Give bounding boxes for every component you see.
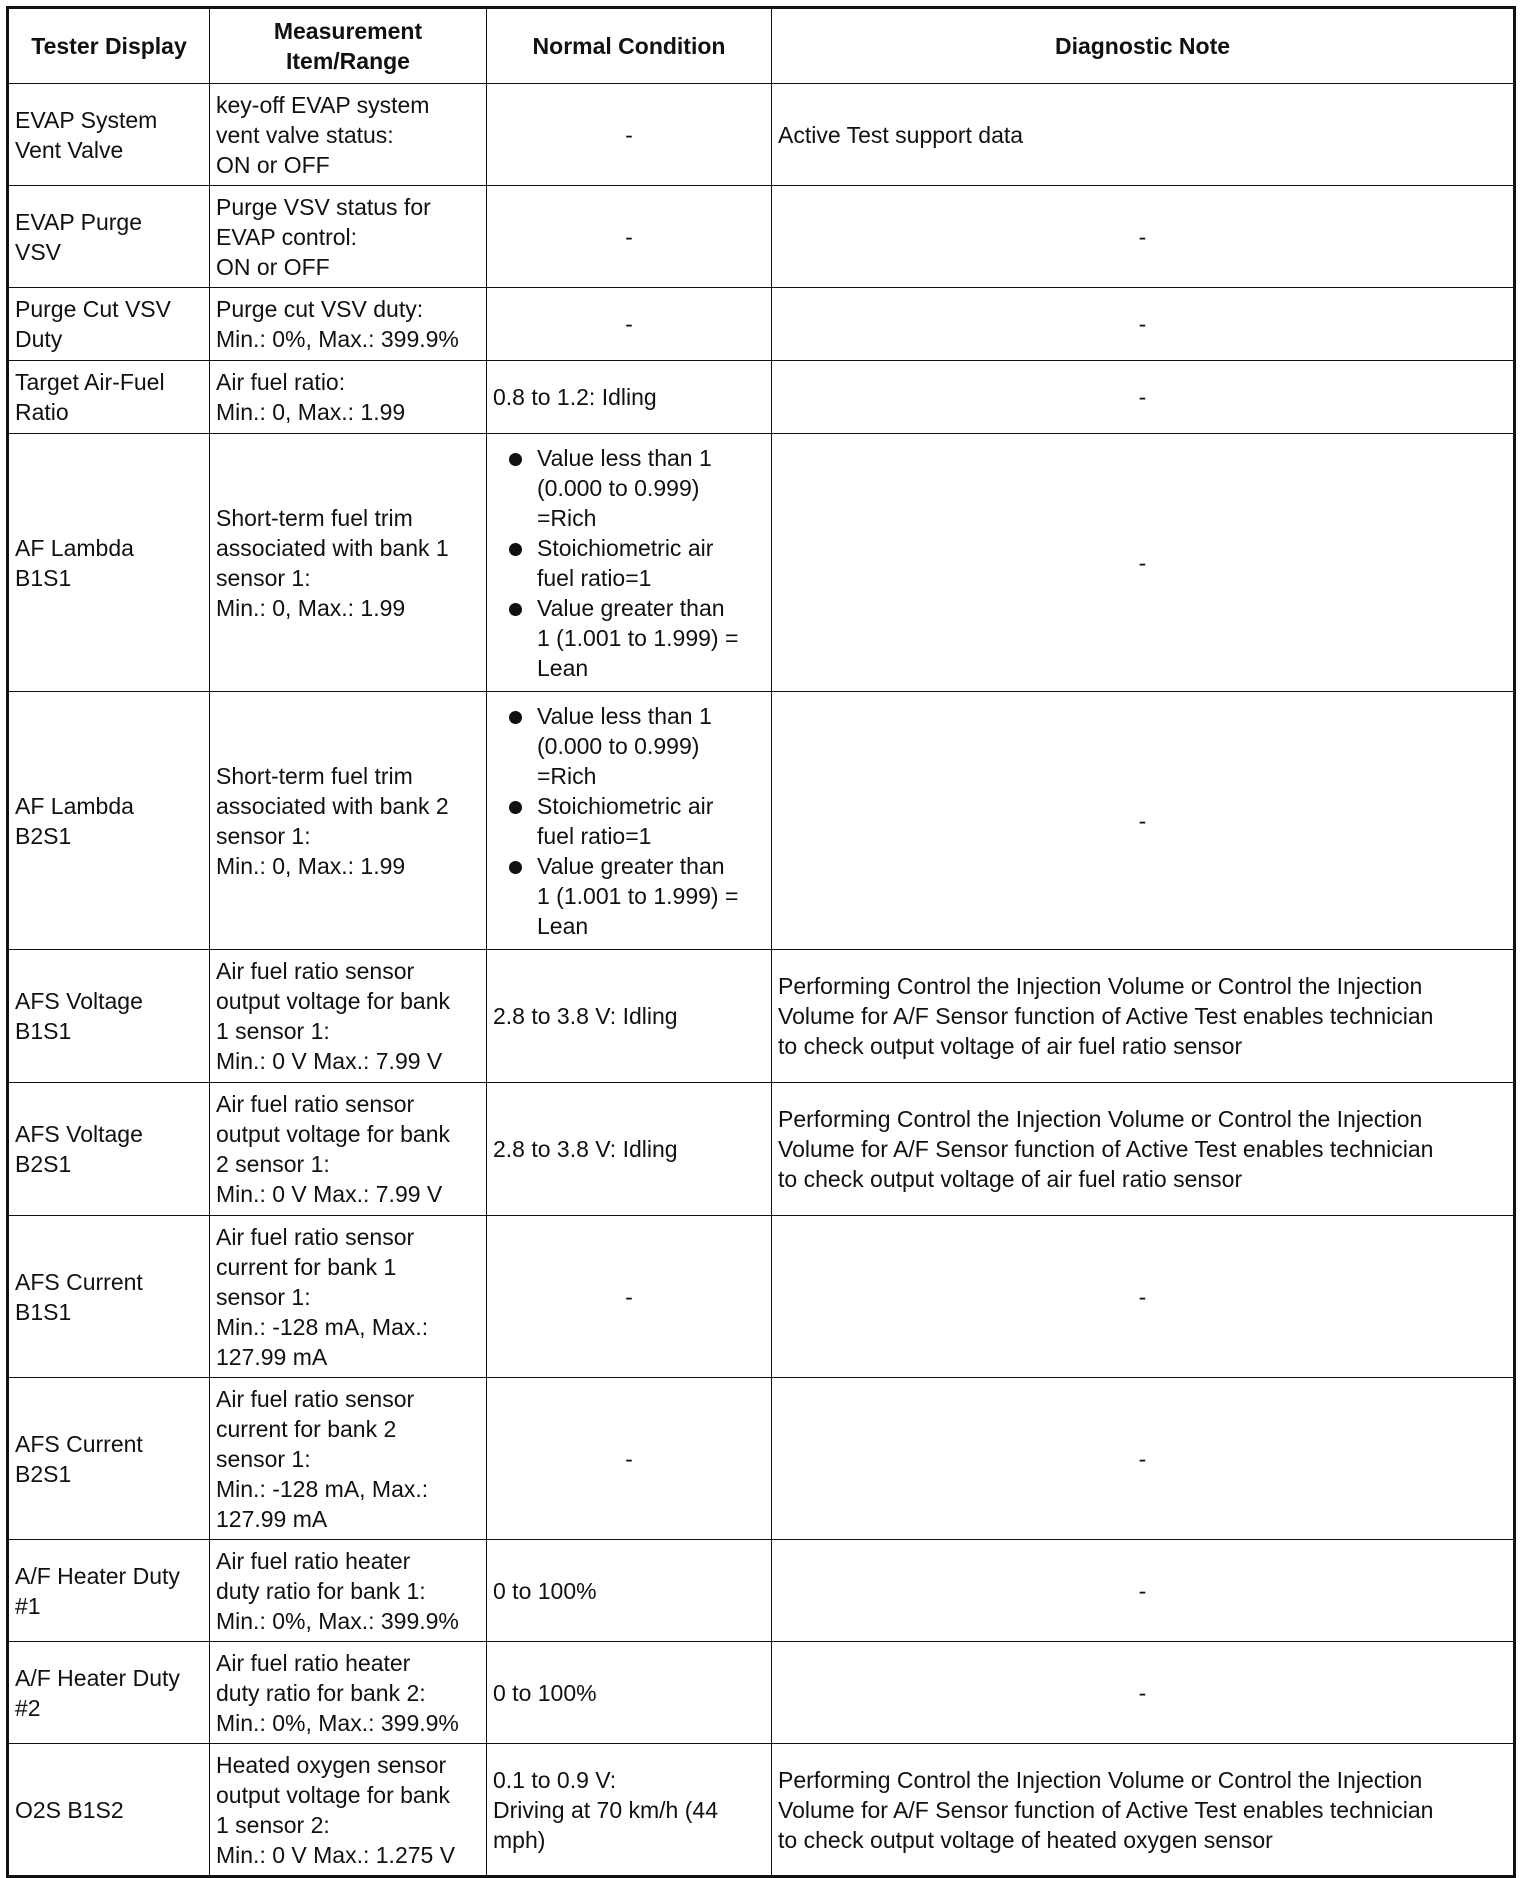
- table-header-row: [8, 8, 1515, 84]
- measurement-cell: Short-term fuel trim associated with bank 2 sensor 1: Min.: 0, Max.: 1.99: [210, 692, 487, 950]
- diagnostic-note-cell: Performing Control the Injection Volume or Control the Injection Volume for A/F Sensor function of Active Test enables technician to check output voltage of air fuel ratio sensor: [772, 950, 1515, 1083]
- normal-condition-cell: 2.8 to 3.8 V: Idling: [487, 1083, 772, 1216]
- list-item: [493, 593, 765, 683]
- measurement-cell: key-off EVAP system vent valve status: ON or OFF: [210, 84, 487, 186]
- normal-condition-cell: -: [487, 288, 772, 361]
- tester-display-cell: EVAP Purge VSV: [8, 186, 210, 288]
- table-row: [8, 1642, 1515, 1744]
- bullet-icon: [509, 801, 522, 814]
- tester-display-cell: A/F Heater Duty #1: [8, 1540, 210, 1642]
- measurement-cell: Purge cut VSV duty: Min.: 0%, Max.: 399.9%: [210, 288, 487, 361]
- list-item: [493, 443, 765, 533]
- table-body: [8, 84, 1515, 1877]
- list-item-text: Value less than 1 (0.000 to 0.999) =Rich: [537, 444, 712, 531]
- table-row: [8, 186, 1515, 288]
- measurement-cell: Air fuel ratio sensor current for bank 1 sensor 1: Min.: -128 mA, Max.: 127.99 mA: [210, 1216, 487, 1378]
- normal-condition-cell: 0.1 to 0.9 V: Driving at 70 km/h (44 mph): [487, 1744, 772, 1877]
- measurement-cell: Heated oxygen sensor output voltage for bank 1 sensor 2: Min.: 0 V Max.: 1.275 V: [210, 1744, 487, 1877]
- data-list-table: [6, 6, 1516, 1878]
- list-item: [493, 851, 765, 941]
- diagnostic-note-cell: Performing Control the Injection Volume or Control the Injection Volume for A/F Sensor function of Active Test enables technician to check output voltage of air fuel ratio sensor: [772, 1083, 1515, 1216]
- table-row: [8, 434, 1515, 692]
- measurement-cell: Short-term fuel trim associated with bank 1 sensor 1: Min.: 0, Max.: 1.99: [210, 434, 487, 692]
- measurement-cell: Air fuel ratio heater duty ratio for bank 1: Min.: 0%, Max.: 399.9%: [210, 1540, 487, 1642]
- normal-condition-list: [493, 701, 765, 941]
- normal-condition-cell: -: [487, 186, 772, 288]
- list-item: [493, 791, 765, 851]
- tester-display-cell: Purge Cut VSV Duty: [8, 288, 210, 361]
- list-item-text: Stoichiometric air fuel ratio=1: [537, 792, 714, 849]
- tester-display-cell: EVAP System Vent Valve: [8, 84, 210, 186]
- bullet-icon: [509, 861, 522, 874]
- tester-display-cell: AF Lambda B2S1: [8, 692, 210, 950]
- table-row: [8, 1083, 1515, 1216]
- normal-condition-cell: [487, 434, 772, 692]
- bullet-icon: [509, 453, 522, 466]
- tester-display-cell: AFS Current B1S1: [8, 1216, 210, 1378]
- diagnostic-note-cell: -: [772, 434, 1515, 692]
- normal-condition-cell: -: [487, 84, 772, 186]
- table-row: [8, 1540, 1515, 1642]
- table-row: [8, 950, 1515, 1083]
- list-item-text: Value greater than 1 (1.001 to 1.999) = Lean: [537, 594, 739, 681]
- normal-condition-cell: 0.8 to 1.2: Idling: [487, 361, 772, 434]
- list-item-text: Value greater than 1 (1.001 to 1.999) = Lean: [537, 852, 739, 939]
- measurement-cell: Air fuel ratio sensor output voltage for bank 1 sensor 1: Min.: 0 V Max.: 7.99 V: [210, 950, 487, 1083]
- diagnostic-note-cell: -: [772, 361, 1515, 434]
- table-row: [8, 1216, 1515, 1378]
- tester-display-cell: AFS Current B2S1: [8, 1378, 210, 1540]
- diagnostic-note-cell: -: [772, 186, 1515, 288]
- diagnostic-note-cell: -: [772, 1216, 1515, 1378]
- bullet-icon: [509, 711, 522, 724]
- list-item: [493, 533, 765, 593]
- normal-condition-cell: -: [487, 1378, 772, 1540]
- header-measurement-item-range: Measurement Item/Range: [210, 8, 487, 84]
- table-row: [8, 1378, 1515, 1540]
- header-normal-condition: Normal Condition: [487, 8, 772, 84]
- table-row: [8, 1744, 1515, 1877]
- table-row: [8, 288, 1515, 361]
- list-item-text: Stoichiometric air fuel ratio=1: [537, 534, 714, 591]
- header-diagnostic-note: Diagnostic Note: [772, 8, 1515, 84]
- normal-condition-cell: -: [487, 1216, 772, 1378]
- normal-condition-list: [493, 443, 765, 683]
- diagnostic-note-cell: Active Test support data: [772, 84, 1515, 186]
- bullet-icon: [509, 603, 522, 616]
- diagnostic-note-cell: -: [772, 692, 1515, 950]
- tester-display-cell: AFS Voltage B1S1: [8, 950, 210, 1083]
- measurement-cell: Air fuel ratio sensor output voltage for bank 2 sensor 1: Min.: 0 V Max.: 7.99 V: [210, 1083, 487, 1216]
- tester-display-cell: O2S B1S2: [8, 1744, 210, 1877]
- tester-display-cell: A/F Heater Duty #2: [8, 1642, 210, 1744]
- tester-display-cell: AFS Voltage B2S1: [8, 1083, 210, 1216]
- list-item-text: Value less than 1 (0.000 to 0.999) =Rich: [537, 702, 712, 789]
- normal-condition-cell: 2.8 to 3.8 V: Idling: [487, 950, 772, 1083]
- list-item: [493, 701, 765, 791]
- table-row: [8, 361, 1515, 434]
- header-tester-display: Tester Display: [8, 8, 210, 84]
- tester-display-cell: AF Lambda B1S1: [8, 434, 210, 692]
- tester-display-cell: Target Air-Fuel Ratio: [8, 361, 210, 434]
- measurement-cell: Air fuel ratio heater duty ratio for bank 2: Min.: 0%, Max.: 399.9%: [210, 1642, 487, 1744]
- diagnostic-note-cell: -: [772, 1540, 1515, 1642]
- normal-condition-cell: [487, 692, 772, 950]
- table-row: [8, 692, 1515, 950]
- measurement-cell: Air fuel ratio sensor current for bank 2 sensor 1: Min.: -128 mA, Max.: 127.99 mA: [210, 1378, 487, 1540]
- measurement-cell: Air fuel ratio: Min.: 0, Max.: 1.99: [210, 361, 487, 434]
- normal-condition-cell: 0 to 100%: [487, 1642, 772, 1744]
- diagnostic-note-cell: Performing Control the Injection Volume or Control the Injection Volume for A/F Sensor function of Active Test enables technician to check output voltage of heated oxygen sensor: [772, 1744, 1515, 1877]
- diagnostic-note-cell: -: [772, 1642, 1515, 1744]
- table-row: [8, 84, 1515, 186]
- bullet-icon: [509, 543, 522, 556]
- measurement-cell: Purge VSV status for EVAP control: ON or OFF: [210, 186, 487, 288]
- diagnostic-note-cell: -: [772, 1378, 1515, 1540]
- normal-condition-cell: 0 to 100%: [487, 1540, 772, 1642]
- diagnostic-note-cell: -: [772, 288, 1515, 361]
